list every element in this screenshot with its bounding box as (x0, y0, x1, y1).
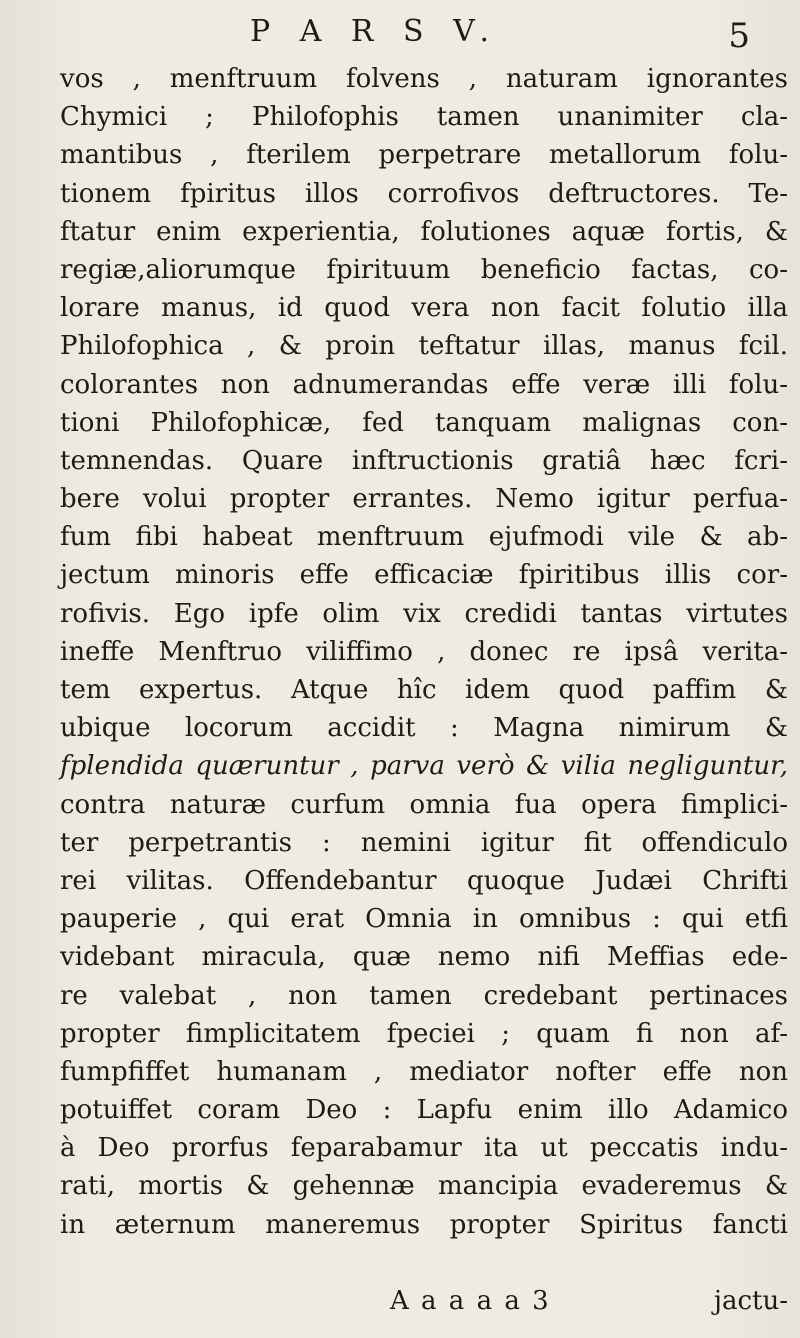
signature-mark: A a a a a 3 (390, 1286, 551, 1316)
text-line: ineffe Menftruo viliffimo , donec re ipsâ verita- (60, 636, 788, 667)
text-line: Chymici ; Philofophis tamen unanimiter cla- (60, 102, 788, 133)
text-line: ftatur enim experientia, folutiones aquæ fortis, & (60, 216, 788, 247)
text-line: propter fimplicitatem fpeciei ; quam fi non af- (60, 1018, 788, 1049)
text-line: pauperie , qui erat Omnia in omnibus : qui etfi (60, 904, 788, 935)
text-line: tionem fpiritus illos corrofivos deftructores. Te- (60, 178, 788, 209)
catchword: jactu- (713, 1286, 788, 1316)
text-line: tem expertus. Atque hîc idem quod paffim & (60, 675, 788, 705)
text-line: regiæ,aliorumque fpirituum beneficio factas, co- (60, 254, 788, 285)
text-line: tioni Philofophicæ, fed tanquam malignas con- (60, 407, 788, 438)
text-line: lorare manus, id quod vera non facit folutio illa (60, 293, 788, 324)
text-line: mantibus , fterilem perpetrare metallorum folu- (60, 140, 788, 171)
page-footer (390, 1282, 788, 1320)
text-line: fum fibi habeat menftruum ejufmodi vile & ab- (60, 522, 788, 553)
text-line: vos , menftruum folvens , naturam ignorantes (60, 64, 788, 94)
running-head: P A R S V. (250, 14, 500, 49)
text-line: re valebat , non tamen credebant pertinaces (60, 980, 788, 1011)
text-line: fumpfiffet humanam , mediator nofter effe non (60, 1056, 788, 1087)
text-line-italic: fplendida quæruntur , parva verò & vilia negliguntur, (60, 751, 788, 782)
text-line: in æternum maneremus propter Spiritus fancti (60, 1209, 788, 1240)
text-line: rofivis. Ego ipfe olim vix credidi tantas virtutes (60, 598, 788, 629)
text-line: rei vilitas. Offendebantur quoque Judæi Chrifti (60, 865, 788, 896)
body-text (60, 60, 788, 1244)
text-line: ter perpetrantis : nemini igitur fit offendiculo (60, 827, 788, 858)
text-line: contra naturæ curfum omnia fua opera fimplici- (60, 789, 788, 820)
text-line: ubique locorum accidit : Magna nimirum & (60, 713, 788, 744)
page-number: 5 (728, 16, 750, 56)
text-line: videbant miracula, quæ nemo nifi Meffias ede- (60, 942, 788, 973)
text-line: colorantes non adnumerandas effe veræ illi folu- (60, 369, 788, 400)
text-line: rati, mortis & gehennæ mancipia evaderemus & (60, 1171, 788, 1202)
text-line: jectum minoris effe efficaciæ fpiritibus illis cor- (60, 560, 788, 591)
text-line: bere volui propter errantes. Nemo igitur perfua- (60, 484, 788, 515)
text-line: Philofophica , & proin teftatur illas, manus fcil. (60, 331, 788, 362)
text-line: potuiffet coram Deo : Lapfu enim illo Adamico (60, 1095, 788, 1126)
text-line: à Deo prorfus feparabamur ita ut peccatis indu- (60, 1133, 788, 1164)
text-line: temnendas. Quare inftructionis gratiâ hæc fcri- (60, 445, 788, 476)
